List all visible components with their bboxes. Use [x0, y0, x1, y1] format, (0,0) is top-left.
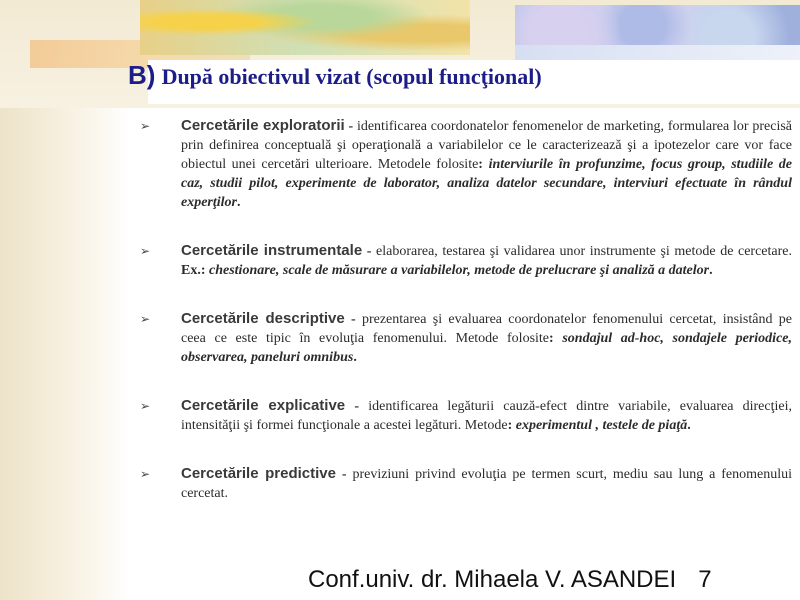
item-label: :: [549, 331, 554, 346]
title-letter: B): [128, 60, 156, 90]
arrow-bullet-icon: ➢: [140, 244, 151, 258]
arrow-bullet-icon: ➢: [140, 119, 151, 133]
item-term: Cercetările explicative: [181, 397, 346, 414]
slide-title: [128, 60, 542, 91]
list-item: [140, 241, 792, 280]
list-item: [140, 396, 792, 435]
item-label: Ex.:: [181, 263, 206, 278]
item-dash: -: [362, 244, 377, 259]
item-text: identificarea legăturii cauză-efect dintre variabile, evaluarea direcţiei, intensităţii şi formei funcţionale a acestei legături. Metode: [181, 399, 792, 433]
item-term: Cercetările instrumentale: [181, 242, 363, 259]
footer-author: Conf.univ. dr. Mihaela V. ASANDEI: [308, 566, 677, 593]
item-text: elaborarea, testarea şi validarea unor instrumente şi metode de cercetare.: [376, 244, 792, 259]
item-examples: chestionare, scale de măsurare a variabilelor, metode de prelucrare şi analiză a datelor: [209, 263, 710, 278]
banner-photo-flowers: [140, 0, 470, 55]
arrow-bullet-icon: ➢: [140, 467, 151, 481]
list-item: [140, 309, 792, 367]
item-label: :: [507, 418, 513, 433]
item-text: identificarea coordonatelor fenomenelor de marketing, formularea lor precisă prin definirea conceptuală şi operaţională a variabilelor ce le caracterizează şi a ipotezelor care vor face obiectul unei cercetări ulterioare. Metodele folosite: [181, 119, 793, 172]
page-number: 7: [698, 566, 712, 593]
item-label: :: [478, 157, 483, 172]
item-term: Cercetările exploratorii: [181, 117, 345, 134]
item-examples: interviurile în profunzime, focus group, studiile de caz, studii pilot, experimente de laborator, analiza datelor secundare, interviuri efectuate în rândul experţilor: [181, 157, 792, 210]
item-dash: -: [344, 312, 362, 327]
list-item: [140, 116, 792, 212]
item-term: Cercetările descriptive: [181, 310, 345, 327]
bullet-list: [140, 116, 792, 532]
item-text: previziuni privind evoluţia pe termen scurt, mediu sau lung a fenomenului cercetat.: [181, 467, 792, 501]
item-term: Cercetările predictive: [181, 465, 336, 482]
item-end: .: [237, 195, 241, 210]
item-end: .: [687, 418, 691, 433]
item-end: .: [709, 263, 713, 278]
item-text: prezentarea şi evaluarea coordonatelor fenomenului cercetat, insistând pe ceea ce este tipic în evoluţia fenomenului. Metode folosite: [181, 312, 792, 346]
item-dash: -: [344, 119, 357, 134]
item-dash: -: [335, 467, 353, 482]
slide-title-box: [128, 60, 800, 104]
item-examples: sondajul ad-hoc, sondajele periodice, observarea, paneluri omnibus: [181, 331, 793, 365]
item-end: .: [353, 350, 357, 365]
banner-photo-blue-strip: [515, 45, 800, 61]
item-examples: experimentul , testele de piaţă: [515, 418, 688, 433]
item-dash: -: [345, 399, 369, 414]
arrow-bullet-icon: ➢: [140, 312, 151, 326]
list-item: [140, 464, 792, 503]
slide-footer: [308, 566, 712, 594]
title-text: După obiectivul vizat (scopul funcţional): [161, 64, 542, 89]
arrow-bullet-icon: ➢: [140, 399, 151, 413]
